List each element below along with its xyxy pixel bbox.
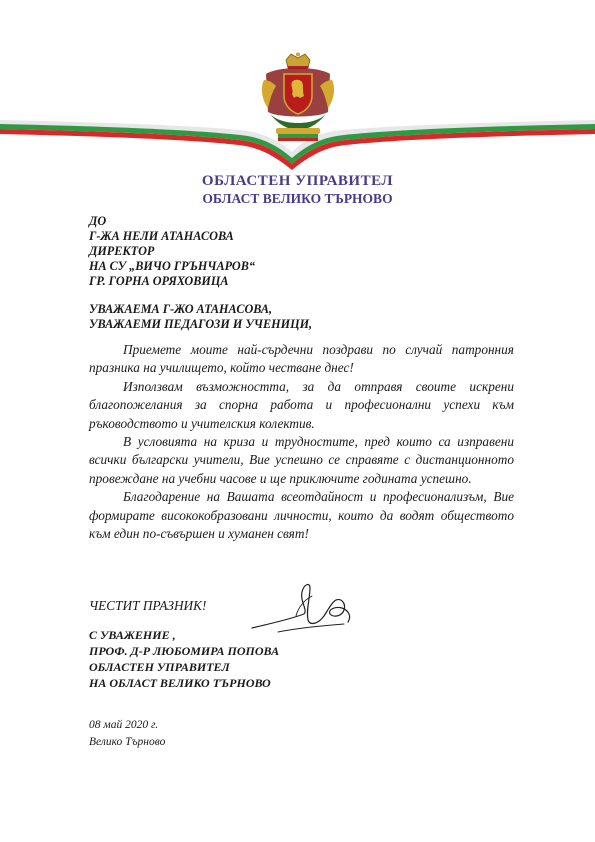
letter-place: Велико Търново	[89, 736, 166, 748]
recipient-line: ГР. ГОРНА ОРЯХОВИЦА	[89, 274, 229, 288]
handwritten-signature	[248, 580, 358, 640]
recipient-line: НА СУ „ВИЧО ГРЪНЧАРОВ“	[89, 259, 255, 273]
recipient-line: Г-ЖА НЕЛИ АТАНАСОВА	[89, 229, 234, 243]
body-paragraph: Благодарение на Вашата всеотдайност и професионализъм, Вие формирате висококобразовани личности, които да водят обществото към един по-съвършен и хуманен свят!	[89, 489, 514, 542]
institution-title: ОБЛАСТЕН УПРАВИТЕЛ	[201, 173, 394, 189]
signature-line: НА ОБЛАСТ ВЕЛИКО ТЪРНОВО	[89, 676, 271, 690]
salutation-line: УВАЖАЕМА Г-ЖО АТАНАСОВА,	[89, 302, 273, 316]
body-paragraph: Използвам възможността, за да отправя своите искрени благопожелания за спорна работа и професионални успехи към ръководството и учителския колектив.	[89, 378, 514, 431]
recipient-line: ДО	[89, 214, 107, 228]
recipient-line: ДИРЕКТОР	[89, 244, 155, 258]
signature-line: ОБЛАСТЕН УПРАВИТЕЛ	[89, 660, 230, 674]
coat-of-arms-icon	[258, 52, 338, 142]
body-paragraph: Приемете моите най-сърдечни поздрави по случай патронния празника на училището, който честване днес!	[89, 342, 514, 376]
institution-subtitle: ОБЛАСТ ВЕЛИКО ТЪРНОВО	[202, 191, 393, 206]
signature-line: С УВАЖЕНИЕ ,	[89, 628, 176, 642]
closing-greeting: ЧЕСТИТ ПРАЗНИК!	[89, 598, 207, 613]
body-paragraph: В условията на криза и трудностите, пред които са изправени всички български учители, Вие успешно се справяте с дистанционното провеждане на учебни часове и ще приключите годината успешно.	[89, 434, 514, 486]
letter-date: 08 май 2020 г.	[89, 719, 159, 731]
signature-line: ПРОФ. Д-Р ЛЮБОМИРА ПОПОВА	[89, 644, 280, 658]
letter-body	[89, 341, 514, 543]
salutation-line: УВАЖАЕМИ ПЕДАГОЗИ И УЧЕНИЦИ,	[89, 317, 313, 331]
